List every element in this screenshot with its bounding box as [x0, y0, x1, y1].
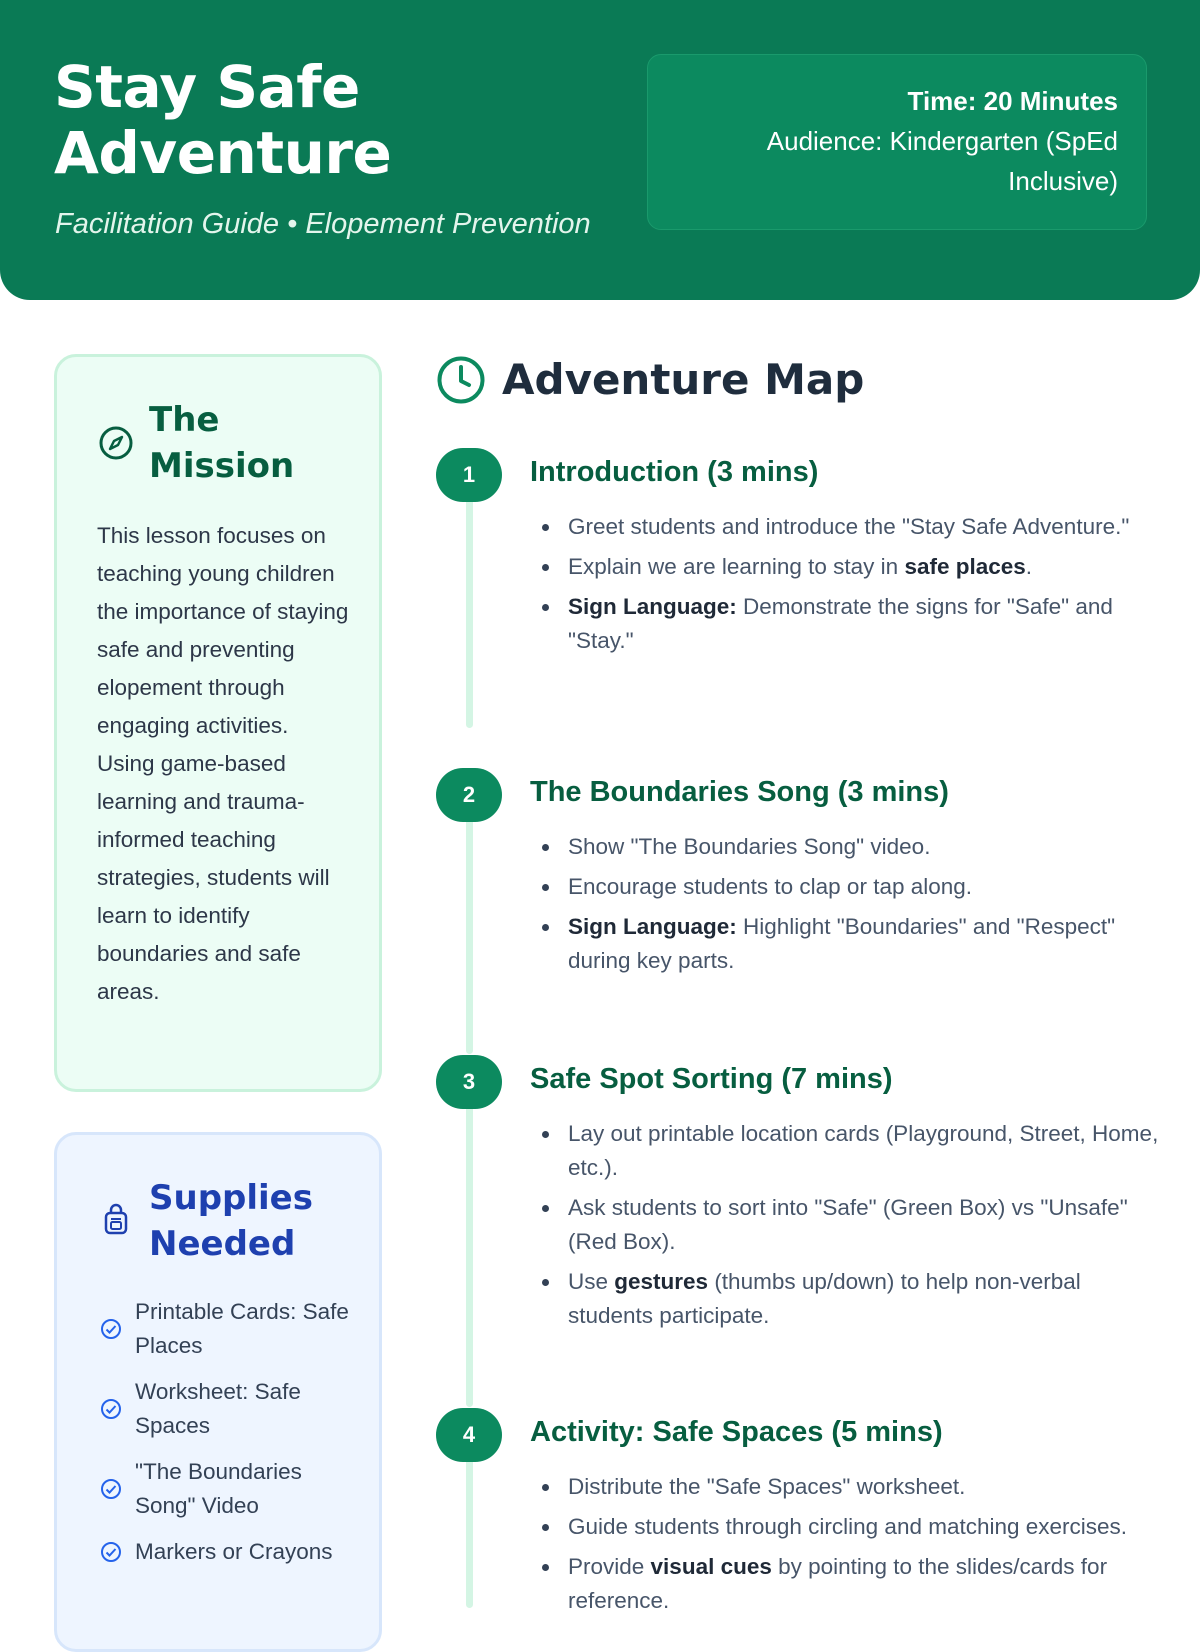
lesson-meta-box — [647, 54, 1147, 230]
step-bullet — [562, 1510, 1162, 1544]
step-bullet — [562, 1265, 1162, 1333]
header-banner — [0, 0, 1200, 300]
bullet-emphasis: visual cues — [650, 1554, 772, 1579]
step-bullet — [562, 870, 1162, 904]
supplies-title: Supplies Needed — [149, 1178, 313, 1264]
supply-item-label: Worksheet: Safe Spaces — [135, 1379, 301, 1438]
supply-item — [97, 1375, 367, 1443]
mission-title: The Mission — [149, 400, 295, 486]
step-number-badge: 2 — [436, 768, 502, 822]
bullet-text: Guide students through circling and matching exercises. — [568, 1514, 1128, 1539]
bullet-text: Demonstrate the signs for "Safe" and "Stay." — [568, 594, 1113, 653]
bullet-text: Greet students and introduce the "Stay Safe Adventure." — [568, 514, 1130, 539]
mission-card — [54, 354, 382, 1092]
supplies-list — [97, 1295, 367, 1581]
step-number-badge: 3 — [436, 1055, 502, 1109]
bullet-text: Show "The Boundaries Song" video. — [568, 834, 931, 859]
bullet-emphasis: Sign Language: — [568, 914, 737, 939]
timeline-step-1 — [436, 448, 1156, 728]
step-bullets — [562, 510, 1162, 664]
clock-icon — [436, 355, 486, 405]
step-bullet — [562, 1117, 1162, 1185]
supply-item-label: Markers or Crayons — [135, 1539, 333, 1564]
check-circle-icon — [97, 1541, 125, 1563]
step-title: Activity: Safe Spaces (5 mins) — [530, 1416, 943, 1448]
bullet-text: Distribute the "Safe Spaces" worksheet. — [568, 1474, 966, 1499]
bullet-text: (thumbs up/down) to help non-verbal students participate. — [568, 1269, 1081, 1328]
step-bullet — [562, 510, 1162, 544]
bullet-emphasis: Sign Language: — [568, 594, 737, 619]
lesson-time: Time: 20 Minutes — [907, 86, 1118, 116]
supplies-header — [97, 1175, 339, 1267]
timeline-step-2 — [436, 768, 1156, 1018]
bullet-text: by pointing to the slides/cards for reference. — [568, 1554, 1108, 1613]
step-bullets — [562, 1117, 1162, 1339]
timeline-step-4 — [436, 1408, 1156, 1613]
adventure-map-header — [436, 354, 864, 406]
timeline-connector — [466, 1448, 473, 1608]
step-bullet — [562, 1550, 1162, 1618]
timeline-connector — [466, 808, 473, 1054]
backpack-icon — [97, 1202, 135, 1240]
bullet-text: Ask students to sort into "Safe" (Green Box) vs "Unsafe" (Red Box). — [568, 1195, 1128, 1254]
supply-item-label: "The Boundaries Song" Video — [135, 1459, 302, 1518]
step-bullet — [562, 550, 1162, 584]
step-bullets — [562, 830, 1162, 984]
page-title: Stay Safe Adventure — [54, 53, 392, 187]
supplies-card — [54, 1132, 382, 1652]
mission-text: This lesson focuses on teaching young children the importance of staying safe and preventing elopement through engaging activities. Using game-based learning and trauma-informed teaching strategies, students will learn to identify boundaries and safe areas. — [97, 523, 349, 1004]
bullet-text: Encourage students to clap or tap along. — [568, 874, 973, 899]
step-bullet — [562, 590, 1162, 658]
step-bullet — [562, 1470, 1162, 1504]
step-title: The Boundaries Song (3 mins) — [530, 776, 949, 808]
mission-header — [97, 397, 309, 489]
step-bullet — [562, 830, 1162, 864]
step-bullet — [562, 910, 1162, 978]
supply-item-label: Printable Cards: Safe Places — [135, 1299, 349, 1358]
bullet-text: Explain we are learning to stay in — [568, 554, 905, 579]
supply-item — [97, 1535, 367, 1569]
timeline-connector — [466, 488, 473, 728]
bullet-text: Use — [568, 1269, 615, 1294]
bullet-text: Highlight "Boundaries" and "Respect" during key parts. — [568, 914, 1116, 973]
adventure-map-title: Adventure Map — [502, 355, 865, 404]
lesson-audience: Audience: Kindergarten (SpEd Inclusive) — [766, 126, 1118, 196]
check-circle-icon — [97, 1398, 125, 1420]
step-title: Safe Spot Sorting (7 mins) — [530, 1063, 893, 1095]
timeline-connector — [466, 1095, 473, 1407]
page-subtitle: Facilitation Guide • Elopement Prevention — [55, 208, 591, 240]
step-number-badge: 4 — [436, 1408, 502, 1462]
timeline-step-3 — [436, 1055, 1159, 1375]
compass-icon — [97, 424, 135, 462]
step-number-badge: 1 — [436, 448, 502, 502]
supply-item — [97, 1455, 367, 1523]
supply-item — [97, 1295, 367, 1363]
bullet-emphasis: safe places — [904, 554, 1026, 579]
bullet-text: . — [1025, 554, 1033, 579]
step-bullets — [562, 1470, 1162, 1624]
check-circle-icon — [97, 1318, 125, 1340]
bullet-text: Lay out printable location cards (Playground, Street, Home, etc.). — [568, 1121, 1159, 1180]
bullet-text: Provide — [568, 1554, 651, 1579]
check-circle-icon — [97, 1478, 125, 1500]
step-title: Introduction (3 mins) — [530, 456, 819, 488]
step-bullet — [562, 1191, 1162, 1259]
bullet-emphasis: gestures — [614, 1269, 709, 1294]
